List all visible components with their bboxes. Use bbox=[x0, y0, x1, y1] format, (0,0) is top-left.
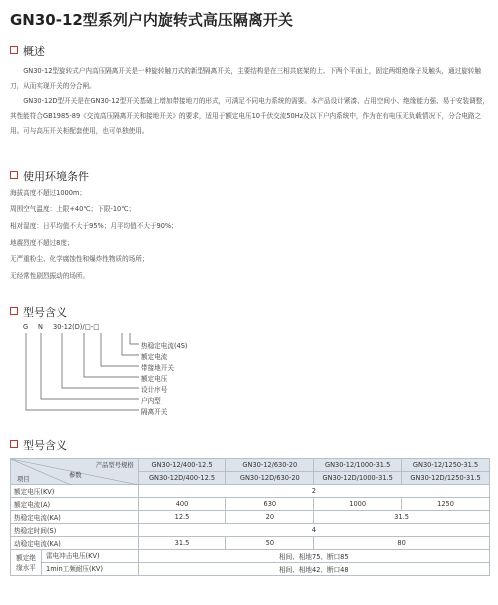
table-row bbox=[11, 550, 490, 563]
table-cell: 1250 bbox=[402, 498, 490, 511]
env-item: 无经常性剧烈振动的场所。 bbox=[10, 272, 90, 280]
model-label: 隔离开关 bbox=[141, 408, 168, 416]
model-header-cell: GN30-12D/1250-31.5 bbox=[402, 472, 490, 485]
model-code-n: N bbox=[38, 323, 43, 331]
insulation-group-cell bbox=[11, 550, 139, 576]
row-label: 动稳定电流(KA) bbox=[11, 537, 139, 550]
section-heading-spec-table: 型号含义 bbox=[10, 437, 67, 453]
section-heading-environment: 使用环境条件 bbox=[10, 168, 89, 184]
model-label: 设计序号 bbox=[141, 386, 168, 394]
table-cell: 20 bbox=[226, 511, 314, 524]
model-code-g: G bbox=[23, 323, 29, 331]
model-header-cell: GN30-12/400-12.5 bbox=[138, 459, 226, 472]
table-row bbox=[11, 498, 490, 511]
spec-table bbox=[10, 458, 490, 576]
row-label: 1min工频耐压(KV) bbox=[46, 565, 103, 573]
section-heading-model-meaning: 型号含义 bbox=[10, 304, 67, 320]
model-label: 户内型 bbox=[141, 397, 161, 405]
header-label-parameter: 参数 bbox=[69, 472, 82, 479]
overview-paragraph-1: GN30-12型旋转式户内高压隔离开关是一种旋转触刀式的新型隔离开关，主要结构是在三相共底架的上、下两个平面上，固定两组绝缘子及触头，通过旋转触刀，从而实现开关的分合闸。 bbox=[10, 67, 481, 90]
table-row bbox=[11, 524, 490, 537]
square-bullet-icon bbox=[10, 440, 18, 448]
env-item: 周围空气温度：上限+40℃；下限-10℃； bbox=[10, 205, 136, 213]
model-header-cell: GN30-12D/1000-31.5 bbox=[314, 472, 402, 485]
table-cell: 12.5 bbox=[138, 511, 226, 524]
table-header-diagonal-cell bbox=[11, 459, 139, 485]
table-row bbox=[11, 537, 490, 550]
row-label: 热稳定时间(S) bbox=[11, 524, 139, 537]
table-row bbox=[11, 485, 490, 498]
model-label: 额定电压 bbox=[141, 375, 168, 383]
header-label-model: 产品型号规格 bbox=[95, 462, 134, 469]
section-heading-overview: 概述 bbox=[10, 43, 45, 59]
row-label: 额定电流(A) bbox=[11, 498, 139, 511]
row-label: 雷电冲击电压(KV) bbox=[42, 550, 138, 563]
table-cell: 相间、相地42、断口48 bbox=[138, 563, 489, 576]
model-header-cell: GN30-12D/630-20 bbox=[226, 472, 314, 485]
table-cell: 50 bbox=[226, 537, 314, 550]
env-item: 相对湿度：日平均值不大于95%；月平均值不大于90%； bbox=[10, 222, 178, 230]
table-row bbox=[11, 511, 490, 524]
model-header-cell: GN30-12/630-20 bbox=[226, 459, 314, 472]
model-header-cell: GN30-12/1250-31.5 bbox=[402, 459, 490, 472]
table-cell: 2 bbox=[138, 485, 489, 498]
insulation-level-label: 额定绝 缘水平 bbox=[11, 550, 42, 575]
page-title: GN30-12型系列户内旋转式高压隔离开关 bbox=[10, 11, 293, 29]
table-cell: 31.5 bbox=[314, 511, 490, 524]
model-label: 带接地开关 bbox=[141, 364, 174, 372]
table-cell: 相间、相地75、断口85 bbox=[138, 550, 489, 563]
row-label: 热稳定电流(KA) bbox=[11, 511, 139, 524]
header-label-item: 项目 bbox=[17, 476, 30, 483]
table-cell: 31.5 bbox=[138, 537, 226, 550]
table-cell: 80 bbox=[314, 537, 490, 550]
table-cell: 1000 bbox=[314, 498, 402, 511]
overview-paragraph-2: GN30-12D型开关是在GN30-12型开关基础上增加带接地刀的形式，可满足不同电力系统的需要。本产品设计紧凑、占用空间小、绝缘能力强、易于安装调整，其性能符合GB1985-89《交流高压隔离开关和接地开关》的要求，适用于额定电压10千伏交流50Hz及以下户内系统中，作为在有电压无负载情况下，分合电路之用。可与高压开关柜配套使用，也可单独使用。 bbox=[10, 97, 489, 135]
model-header-cell: GN30-12/1000-31.5 bbox=[314, 459, 402, 472]
env-item: 地震烈度不超过8度； bbox=[10, 239, 74, 247]
table-cell: 400 bbox=[138, 498, 226, 511]
row-label: 额定电压(KV) bbox=[11, 485, 139, 498]
model-label: 额定电流 bbox=[141, 353, 168, 361]
model-header-cell: GN30-12D/400-12.5 bbox=[138, 472, 226, 485]
env-item: 无严重粉尘、化学腐蚀性和爆炸性物质的场所； bbox=[10, 255, 149, 263]
model-label: 热稳定电流(4S) bbox=[141, 342, 188, 350]
model-code-rest: 30-12(D)/□-□ bbox=[53, 323, 100, 331]
env-item: 海拔高度不超过1000m； bbox=[10, 189, 86, 197]
table-cell: 4 bbox=[138, 524, 489, 537]
table-cell: 630 bbox=[226, 498, 314, 511]
